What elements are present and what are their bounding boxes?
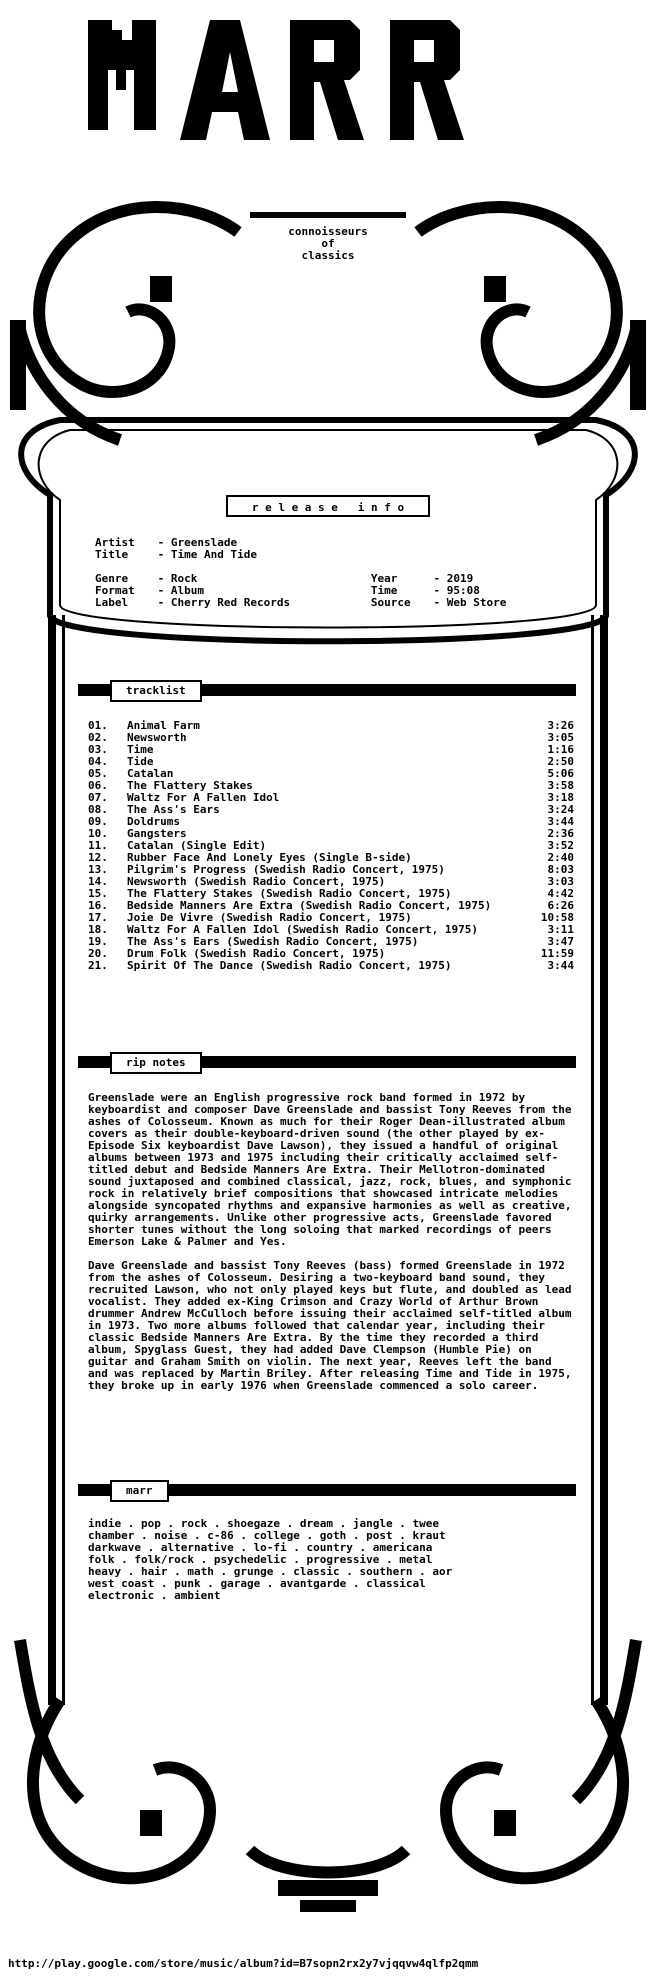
track-number: 06. — [88, 779, 108, 792]
track-duration: 3:03 — [547, 875, 574, 888]
logo-tagline — [268, 226, 388, 262]
genre-line: chamber . noise . c-86 . college . goth . post . kraut — [88, 1529, 446, 1542]
track-number: 05. — [88, 767, 108, 780]
track-duration: 3:52 — [547, 839, 574, 852]
tracklist-heading: tracklist — [110, 680, 202, 702]
release-info-heading — [226, 495, 430, 517]
artist-label: Artist — [95, 536, 135, 549]
track-number: 11. — [88, 839, 108, 852]
label-row: Label - Cherry Red Records Source - Web Store — [95, 596, 507, 609]
track-duration: 2:40 — [547, 851, 574, 864]
genre-label: Genre — [95, 572, 129, 585]
genre-list — [88, 1518, 576, 1602]
track-title: Tide — [127, 755, 154, 768]
format-row: Format - Album Time - 95:08 — [95, 584, 480, 597]
release-info-heading-text: r e l e a s e i n f o — [251, 501, 405, 514]
rip-notes-heading: rip notes — [110, 1052, 202, 1074]
track-title: Joie De Vivre (Swedish Radio Concert, 1975) — [127, 911, 412, 924]
track-number: 17. — [88, 911, 108, 924]
genre-row: Genre - Rock Year - 2019 — [95, 572, 474, 585]
track-number: 09. — [88, 815, 108, 828]
genre-line: heavy . hair . math . grunge . classic . southern . aor — [88, 1565, 453, 1578]
track-duration: 11:59 — [540, 947, 574, 960]
track-title: Doldrums — [127, 815, 180, 828]
track-row — [88, 960, 574, 972]
rip-notes — [88, 1092, 576, 1404]
track-duration: 3:26 — [547, 719, 574, 732]
time-value: 95:08 — [446, 584, 480, 597]
track-title: Rubber Face And Lonely Eyes (Single B-side) — [127, 851, 412, 864]
track-number: 07. — [88, 791, 108, 804]
track-duration: 3:11 — [547, 923, 574, 936]
track-number: 21. — [88, 959, 108, 972]
time-label: Time — [370, 584, 398, 597]
track-title: Newsworth (Swedish Radio Concert, 1975) — [127, 875, 386, 888]
track-title: The Ass's Ears (Swedish Radio Concert, 1975) — [127, 935, 419, 948]
track-duration: 3:58 — [547, 779, 574, 792]
artist-value: Greenslade — [170, 536, 238, 549]
track-title: Waltz For A Fallen Idol (Swedish Radio Concert, 1975) — [127, 923, 478, 936]
track-title: Pilgrim's Progress (Swedish Radio Concert, 1975) — [127, 863, 445, 876]
track-number: 01. — [88, 719, 108, 732]
track-title: Newsworth — [127, 731, 187, 744]
track-duration: 5:06 — [547, 767, 574, 780]
format-label: Format — [95, 584, 135, 597]
track-title: Catalan (Single Edit) — [127, 839, 267, 852]
track-duration: 6:26 — [547, 899, 574, 912]
tagline-line-3: classics — [301, 249, 355, 262]
tracklist-header — [78, 680, 576, 700]
track-title: Animal Farm — [127, 719, 200, 732]
track-duration: 1:16 — [547, 743, 574, 756]
genre-line: electronic . ambient — [88, 1589, 221, 1602]
year-value: 2019 — [446, 572, 474, 585]
source-label: Source — [370, 596, 411, 609]
track-duration: 10:58 — [540, 911, 574, 924]
track-duration: 2:36 — [547, 827, 574, 840]
track-number: 03. — [88, 743, 108, 756]
genre-line: indie . pop . rock . shoegaze . dream . jangle . twee — [88, 1517, 439, 1530]
artist-row: Artist - Greenslade — [95, 536, 238, 549]
track-number: 18. — [88, 923, 108, 936]
source-value: Web Store — [446, 596, 507, 609]
track-number: 08. — [88, 803, 108, 816]
track-row — [88, 732, 574, 744]
track-title: Time — [127, 743, 154, 756]
bottom-scroll-fill — [140, 1810, 516, 1912]
track-number: 16. — [88, 899, 108, 912]
track-duration: 3:18 — [547, 791, 574, 804]
title-value: Time And Tide — [170, 548, 257, 561]
rip-notes-paragraph: Dave Greenslade and bassist Tony Reeves (bass) formed Greenslade in 1972 from the ashes of Colosseum. Desiring a two-keyboard band sound, they recruited Lawson, who not only played keys but flute, and doubled as lead vocalist. They added ex-King Crimson and Crazy World of Arthur Brown drummer Andrew McCulloch before issuing their acclaimed self-titled album in 1973. Two more albums followed that calendar year, including their classic Bedside Manners Are Extra. By the time they recorded a third album, Spyglass Guest, they had added Dave Clempson (Humble Pie) on guitar and Graham Smith on violin. The next year, Reeves left the band and was replaced by Martin Briley. After releasing Time and Tide in 1975, they broke up in early 1976 when Greenslade commenced a solo career. — [88, 1259, 572, 1392]
track-number: 04. — [88, 755, 108, 768]
marr-heading: marr — [110, 1480, 169, 1502]
track-duration: 3:47 — [547, 935, 574, 948]
track-number: 20. — [88, 947, 108, 960]
track-number: 12. — [88, 851, 108, 864]
rip-notes-paragraph: Greenslade were an English progressive rock band formed in 1972 by keyboardist and composer Dave Greenslade and bassist Tony Reeves from the ashes of Colosseum. Known as much for their Roger Dean-illustrated album covers as their double-keyboard-driven sound (the other played by ex-Episode Six keyboardist Dave Lawson), they issued a handful of original albums between 1973 and 1975 including their critically acclaimed self-titled debut and Bedside Manners Are Extra. Their Mellotron-dominated sound juxtaposed and combined classical, jazz, rock, blues, and symphonic rock in relatively brief compositions that showcased intricate melodies alongside syncopated rhythms and expansive harmonies as well as creative, quirky arrangements. Unlike other progressive acts, Greenslade favored shorter tunes without the long soloing that marked recordings of peers Emerson Lake & Palmer and Yes. — [88, 1091, 572, 1248]
format-value: Album — [170, 584, 204, 597]
genre-line: west coast . punk . garage . avantgarde . classical — [88, 1577, 426, 1590]
track-row — [88, 744, 574, 756]
track-title: Spirit Of The Dance (Swedish Radio Concert, 1975) — [127, 959, 452, 972]
track-number: 15. — [88, 887, 108, 900]
track-number: 02. — [88, 731, 108, 744]
genre-line: folk . folk/rock . psychedelic . progressive . metal — [88, 1553, 433, 1566]
track-number: 19. — [88, 935, 108, 948]
title-row: Title - Time And Tide — [95, 548, 257, 561]
track-duration: 3:44 — [547, 815, 574, 828]
genre-value: Rock — [170, 572, 198, 585]
genre-line: darkwave . alternative . lo-fi . country . americana — [88, 1541, 433, 1554]
track-duration: 3:44 — [547, 959, 574, 972]
rip-notes-header — [78, 1052, 576, 1072]
label-label: Label — [95, 596, 129, 609]
track-title: Gangsters — [127, 827, 187, 840]
track-title: Waltz For A Fallen Idol — [127, 791, 280, 804]
track-duration: 4:42 — [547, 887, 574, 900]
track-title: The Ass's Ears — [127, 803, 220, 816]
track-number: 14. — [88, 875, 108, 888]
track-title: Drum Folk (Swedish Radio Concert, 1975) — [127, 947, 386, 960]
release-info-block — [95, 537, 575, 609]
label-value: Cherry Red Records — [170, 596, 291, 609]
track-duration: 2:50 — [547, 755, 574, 768]
footer-url[interactable]: http://play.google.com/store/music/album?id=B7sopn2rx2y7vjqqvw4qlfp2qmm — [8, 1958, 479, 1970]
track-title: Bedside Manners Are Extra (Swedish Radio Concert, 1975) — [127, 899, 492, 912]
tracklist — [88, 720, 574, 972]
track-title: Catalan — [127, 767, 174, 780]
track-number: 13. — [88, 863, 108, 876]
tagline-line-2: of — [321, 237, 335, 250]
bottom-scroll-ornament — [20, 1640, 636, 1878]
track-duration: 8:03 — [547, 863, 574, 876]
title-label: Title — [95, 548, 129, 561]
tagline-line-1: connoisseurs — [288, 225, 368, 238]
track-title: The Flattery Stakes (Swedish Radio Concert, 1975) — [127, 887, 452, 900]
marr-logo — [88, 20, 464, 140]
track-duration: 3:05 — [547, 731, 574, 744]
track-title: The Flattery Stakes — [127, 779, 253, 792]
marr-header — [78, 1480, 576, 1500]
track-number: 10. — [88, 827, 108, 840]
track-duration: 3:24 — [547, 803, 574, 816]
year-label: Year — [370, 572, 398, 585]
